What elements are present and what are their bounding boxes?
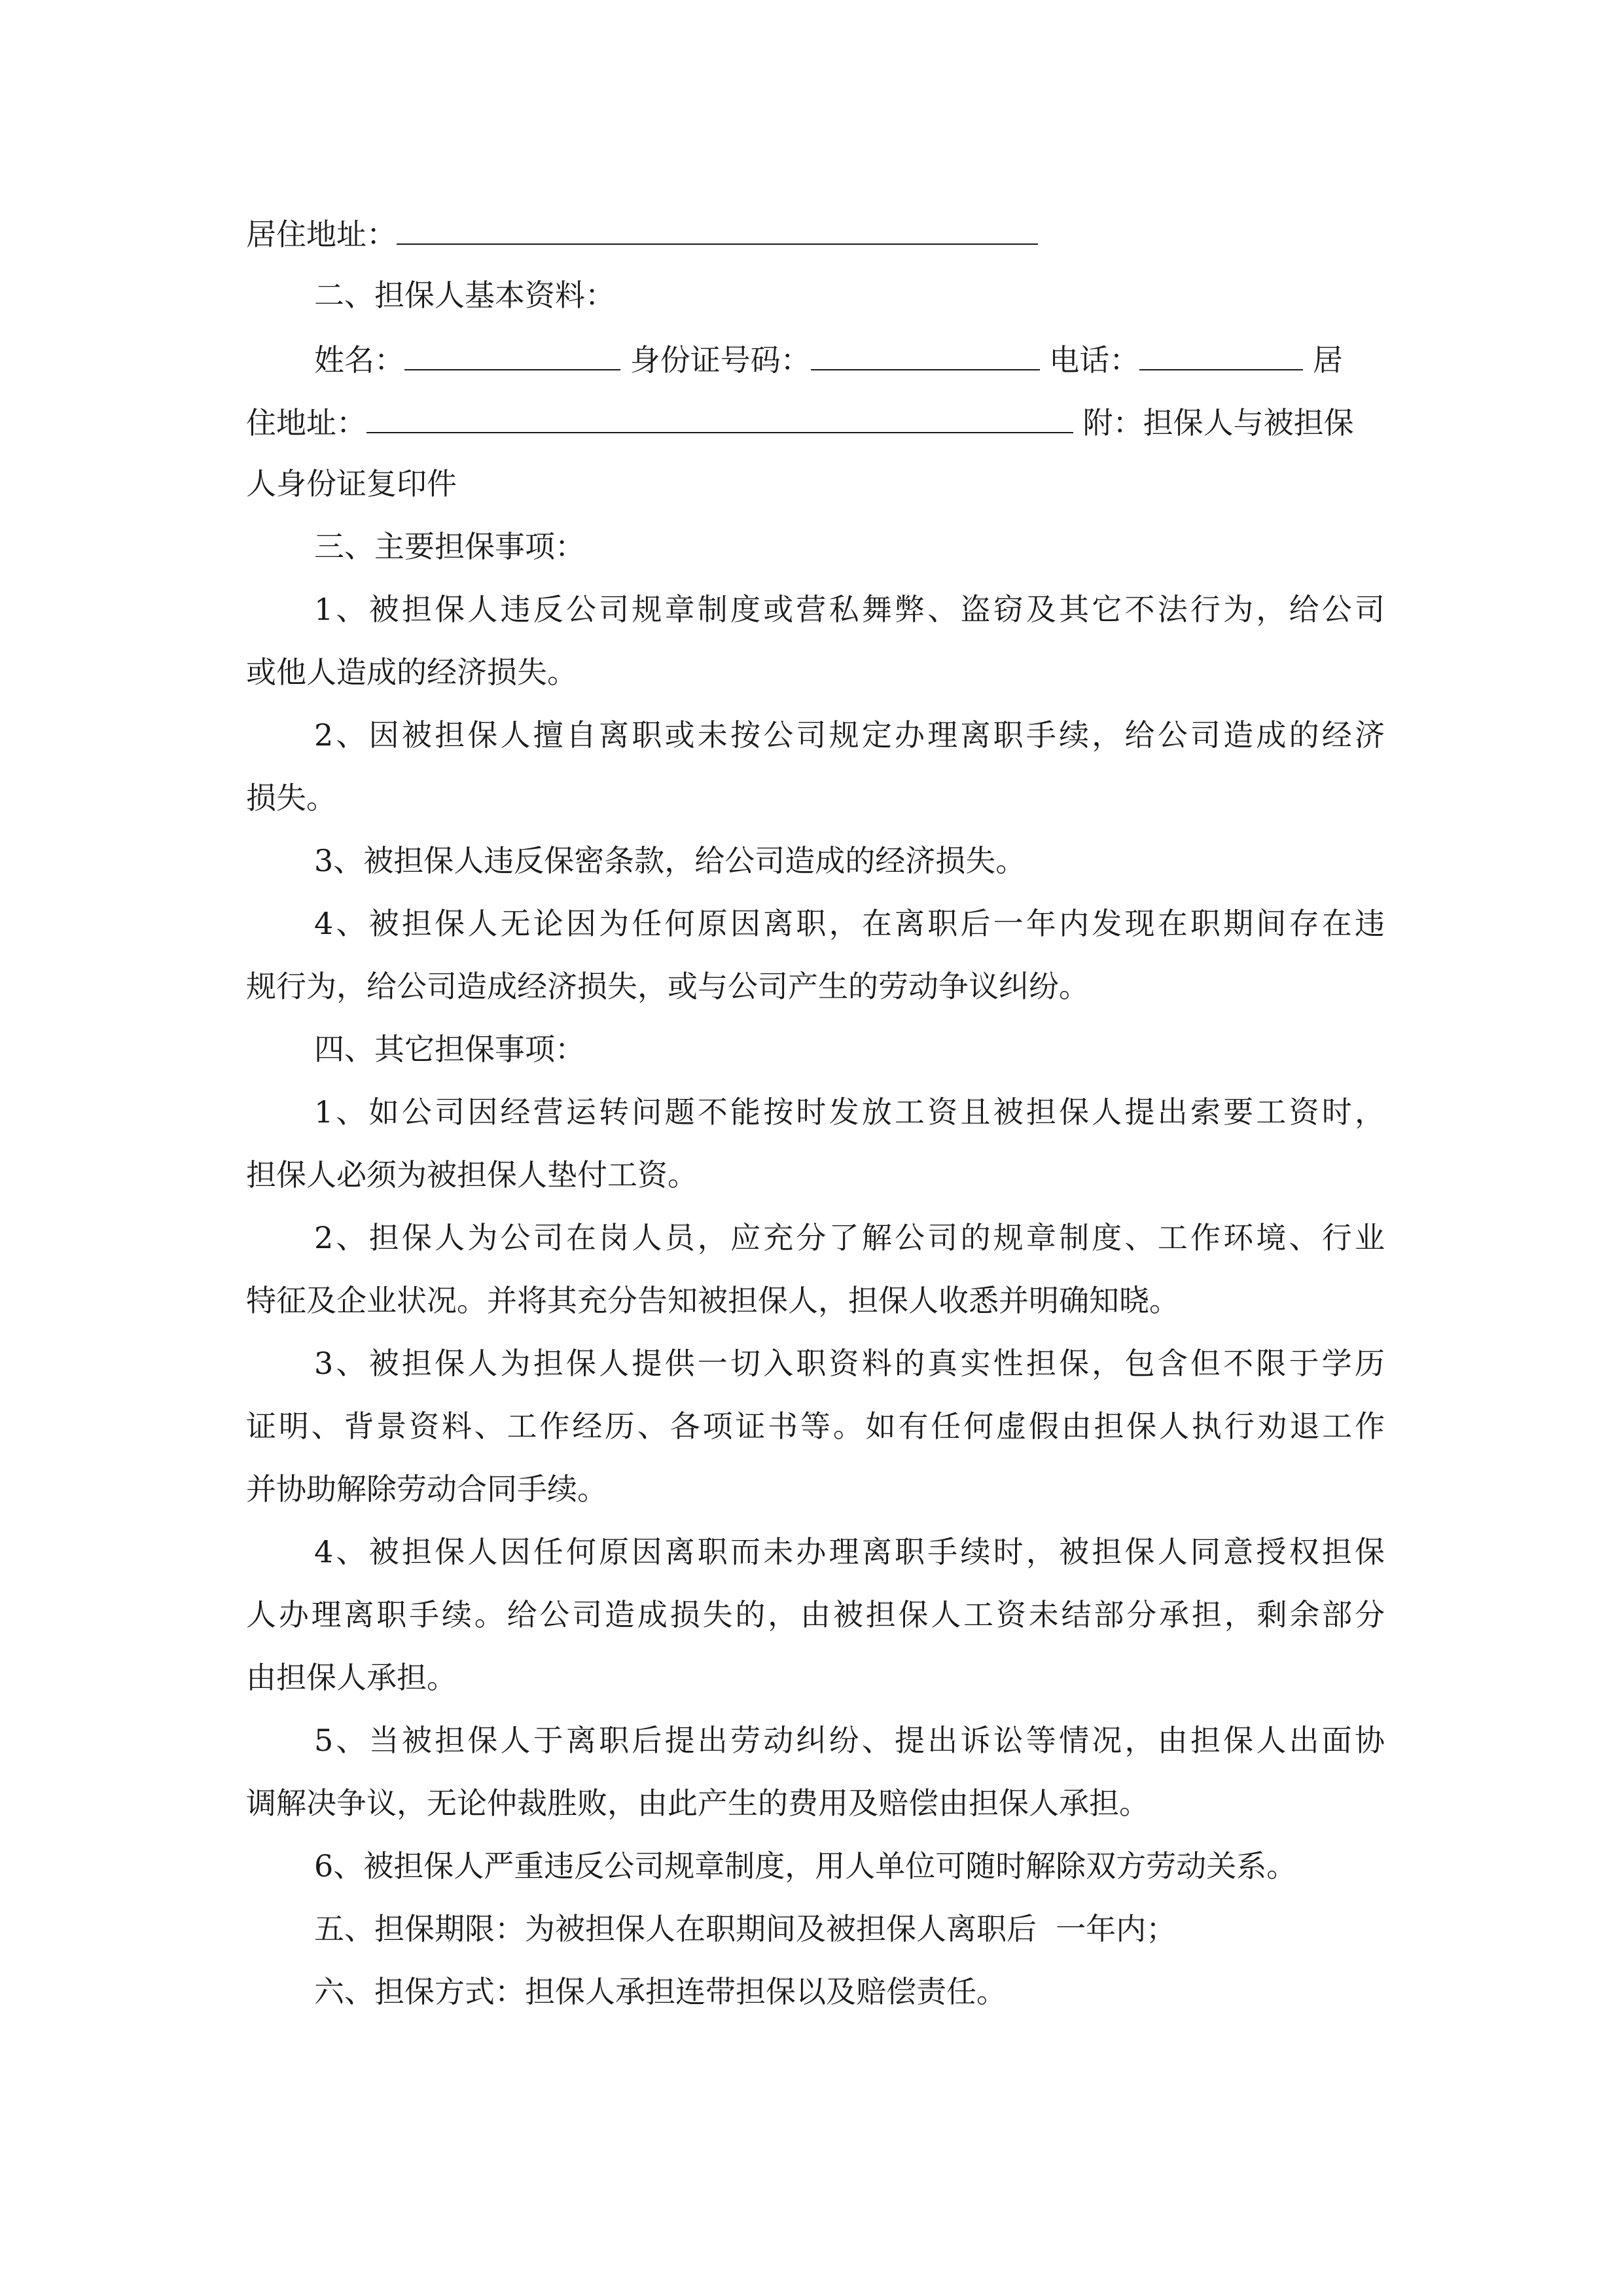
section-6-method: 六、担保方式：担保人承担连带担保以及赔偿责任。 bbox=[314, 1974, 1007, 2009]
address-label-start: 居 bbox=[1312, 342, 1343, 378]
section-4-item-3: 3、被担保人为担保人提供一切入职资料的真实性担保，包含但不限于学历 bbox=[314, 1346, 1385, 1381]
section-3-item-2: 2、因被担保人擅自离职或未按公司规定办理离职手续，给公司造成的经济 bbox=[314, 717, 1385, 753]
section-4-item-3-cont-2: 并协助解除劳动合同手续。 bbox=[246, 1471, 607, 1507]
section-4-item-4-cont-2: 由担保人承担。 bbox=[246, 1660, 457, 1695]
name-field[interactable] bbox=[404, 343, 620, 370]
phone-label: 电话： bbox=[1049, 342, 1140, 378]
section-4-item-4: 4、被担保人因任何原因离职而未办理离职手续时，被担保人同意授权担保 bbox=[314, 1534, 1385, 1570]
id-number-label: 身份证号码： bbox=[630, 342, 811, 378]
section-4-item-3-cont-1: 证明、背景资料、工作经历、各项证书等。如有任何虚假由担保人执行劝退工作 bbox=[246, 1408, 1385, 1444]
section-3-item-3: 3、被担保人违反保密条款，给公司造成的经济损失。 bbox=[314, 843, 1026, 878]
name-label: 姓名： bbox=[314, 342, 404, 378]
section-3-heading: 三、主要担保事项： bbox=[314, 529, 585, 564]
section-4-item-1: 1、如公司因经营运转问题不能按时发放工资且被担保人提出索要工资时， bbox=[314, 1094, 1385, 1130]
section-4-item-6: 6、被担保人严重违反公司规章制度，用人单位可随时解除双方劳动关系。 bbox=[314, 1848, 1297, 1884]
section-3-item-1-cont: 或他人造成的经济损失。 bbox=[246, 655, 577, 690]
section-4-item-2-cont: 特征及企业状况。并将其充分告知被担保人，担保人收悉并明确知晓。 bbox=[246, 1283, 1179, 1318]
phone-field[interactable] bbox=[1139, 343, 1303, 370]
address-label-end: 住地址： bbox=[246, 405, 366, 440]
residence-address-row bbox=[246, 217, 1385, 252]
section-5-term: 五、担保期限：为被担保人在职期间及被担保人离职后 一年内； bbox=[314, 1911, 1177, 1946]
section-4-heading: 四、其它担保事项： bbox=[314, 1031, 585, 1067]
section-4-item-4-cont-1: 人办理离职手续。给公司造成损失的，由被担保人工资未结部分承担，剩余部分 bbox=[246, 1597, 1385, 1632]
guarantor-info-row bbox=[314, 342, 1385, 378]
section-4-item-5-cont: 调解决争议，无论仲裁胜败，由此产生的费用及赔偿由担保人承担。 bbox=[246, 1785, 1149, 1821]
attachment-note-cont: 人身份证复印件 bbox=[246, 466, 457, 501]
section-3-item-1: 1、被担保人违反公司规章制度或营私舞弊、盗窃及其它不法行为，给公司 bbox=[314, 592, 1385, 627]
section-3-item-4: 4、被担保人无论因为任何原因离职，在离职后一年内发现在职期间存在违 bbox=[314, 906, 1385, 941]
guarantor-address-field[interactable] bbox=[366, 406, 1073, 433]
section-3-item-2-cont: 损失。 bbox=[246, 780, 336, 816]
guarantor-address-row bbox=[246, 406, 1385, 438]
residence-address-field[interactable] bbox=[397, 217, 1038, 245]
section-4-item-2: 2、担保人为公司在岗人员，应充分了解公司的规章制度、工作环境、行业 bbox=[314, 1220, 1385, 1255]
residence-address-label: 居住地址： bbox=[246, 217, 397, 252]
section-3-item-4-cont: 规行为，给公司造成经济损失，或与公司产生的劳动争议纠纷。 bbox=[246, 969, 1089, 1004]
section-4-item-5: 5、当被担保人于离职后提出劳动纠纷、提出诉讼等情况，由担保人出面协 bbox=[314, 1723, 1385, 1758]
id-number-field[interactable] bbox=[811, 343, 1040, 370]
attachment-note: 附：担保人与被担保 bbox=[1082, 405, 1354, 440]
section-2-heading: 二、担保人基本资料： bbox=[314, 278, 615, 313]
section-4-item-1-cont: 担保人必须为被担保人垫付工资。 bbox=[246, 1157, 698, 1193]
